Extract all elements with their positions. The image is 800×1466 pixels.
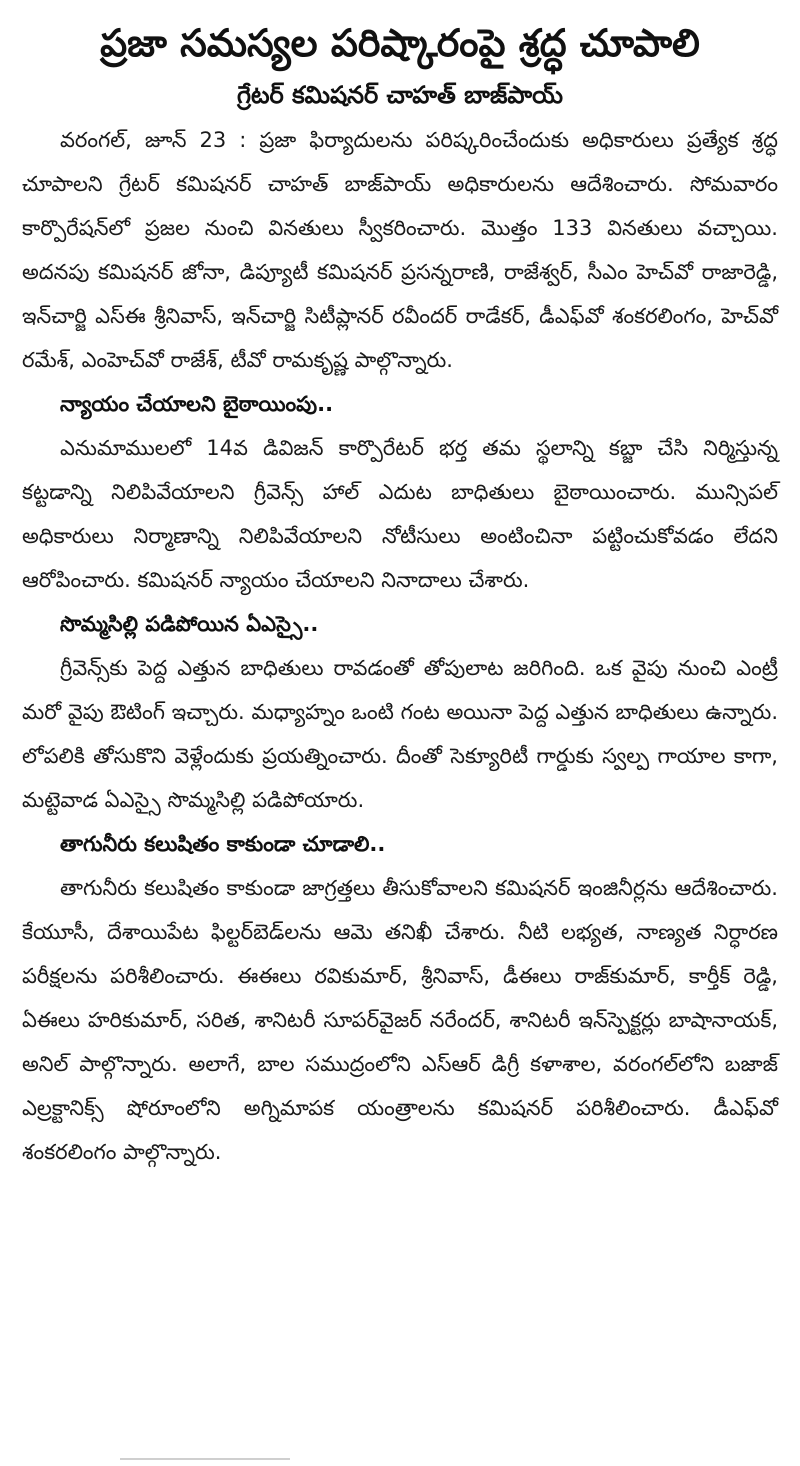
article-headline: ప్రజా సమస్యల పరిష్కారంపై శ్రద్ధ చూపాలి bbox=[100, 21, 700, 65]
section-heading-protest: న్యాయం చేయాలని బైఠాయింపు.. bbox=[60, 392, 334, 416]
article-subheadline: గ్రేటర్ కమిషనర్ చాహత్ బాజ్‌పాయ్ bbox=[236, 81, 563, 109]
section-heading-asi-fainted: సొమ్మసిల్లి పడిపోయిన ఏఎస్సై.. bbox=[60, 612, 319, 636]
article-paragraph-asi-fainted: గ్రీవెన్స్‌కు పెద్ద ఎత్తున బాధితులు రావడంతో తోపులాట జరిగింది. ఒక వైపు నుంచి ఎంట్రీ మరో వైపు ఔటింగ్ ఇచ్చారు. మధ్యాహ్నం ఒంటి గంట అయినా పెద్ద ఎత్తున బాధితులు ఉన్నారు. లోపలికి తోసుకొని వెళ్లేందుకు ప్రయత్నించారు. దీంతో సెక్యూరిటీ గార్డుకు స్వల్ప గాయాల కాగా, మట్టెవాడ ఏఎస్సై సొమ్మసిల్లి పడిపోయారు. bbox=[22, 656, 778, 812]
article-paragraph-drinking-water: తాగునీరు కలుషితం కాకుండా జాగ్రత్తలు తీసుకోవాలని కమిషనర్ ఇంజినీర్లను ఆదేశించారు. కేయూసీ, దేశాయిపేట ఫిల్టర్‌బెడ్‌లను ఆమె తనిఖీ చేశారు. నీటి లభ్యత, నాణ్యత నిర్ధారణ పరీక్షలను పరిశీలించారు. ఈఈలు రవికుమార్, శ్రీనివాస్, డీఈలు రాజ్‌కుమార్, కార్తీక్ రెడ్డి, ఏఈలు హరికుమార్, సరిత, శానిటరీ సూపర్‌వైజర్ నరేందర్, శానిటరీ ఇన్‌స్పెక్టర్లు బాషానాయక్, అనిల్ పాల్గొన్నారు. అలాగే, బాల సముద్రంలోని ఎస్‌ఆర్ డిగ్రీ కళాశాల, వరంగల్‌లోని బజాజ్ ఎల్రక్టానిక్స్ షోరూంలోని అగ్నిమాపక యంత్రాలను కమిషనర్ పరిశీలించారు. డీఎఫ్‌వో శంకరలింగం పాల్గొన్నారు. bbox=[22, 876, 778, 1164]
article-paragraph-protest: ఎనుమాములలో 14వ డివిజన్ కార్పొరేటర్ భర్త తమ స్థలాన్ని కబ్జా చేసి నిర్మిస్తున్న కట్టడాన్ని నిలిపివేయాలని గ్రీవెన్స్ హాల్ ఎదుట బాధితులు బైఠాయించారు. మున్సిపల్ అధికారులు నిర్మాణాన్ని నిలిపివేయాలని నోటీసులు అంటించినా పట్టించుకోవడం లేదని ఆరోపించారు. కమిషనర్ న్యాయం చేయాలని నినాదాలు చేశారు. bbox=[22, 436, 778, 592]
section-heading-drinking-water: తాగునీరు కలుషితం కాకుండా చూడాలి.. bbox=[60, 832, 386, 856]
cropped-text-remnant bbox=[120, 1458, 290, 1466]
article-paragraph-intro: వరంగల్, జూన్ 23 : ప్రజా ఫిర్యాదులను పరిష్కరించేందుకు అధికారులు ప్రత్యేక శ్రద్ధ చూపాలని గ్రేటర్ కమిషనర్ చాహత్ బాజ్‌పాయ్ అధికారులను ఆదేశించారు. సోమవారం కార్పొరేషన్‌లో ప్రజల నుంచి వినతులు స్వీకరించారు. మొత్తం 133 వినతులు వచ్చాయి. అదనపు కమిషనర్ జోనా, డిప్యూటీ కమిషనర్ ప్రసన్నరాణి, రాజేశ్వర్, సీఎం హెచ్‌వో రాజారెడ్డి, ఇన్‌చార్జి ఎస్‌ఈ శ్రీనివాస్, ఇన్‌చార్జి సిటీప్లానర్ రవీందర్ రాడేకర్, డీఎఫ్‌వో శంకరలింగం, హెచ్‌వో రమేశ్, ఎంహెచ్‌వో రాజేశ్, టీవో రామకృష్ణ పాల్గొన్నారు. bbox=[22, 128, 778, 372]
